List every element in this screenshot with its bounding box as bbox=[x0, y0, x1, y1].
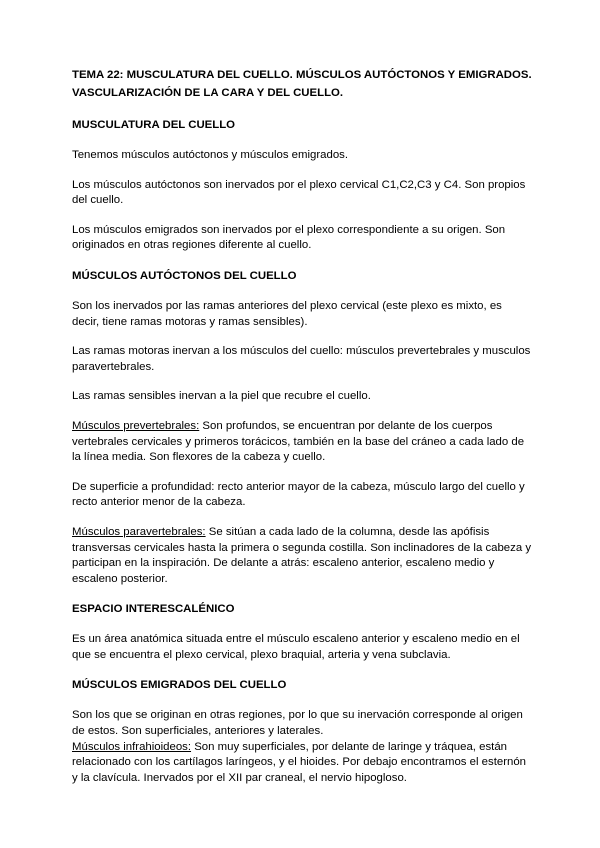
document-title: TEMA 22: MUSCULATURA DEL CUELLO. MÚSCULOS AUTÓCTONOS Y EMIGRADOS. VASCULARIZACIÓN DE LA CARA Y DEL CUELLO. bbox=[72, 69, 532, 99]
term-infrahioideos: Músculos infrahioideos: bbox=[72, 740, 192, 753]
paragraph: Los músculos autóctonos son inervados por el plexo cervical C1,C2,C3 y C4. Son propios del cuello. bbox=[72, 178, 526, 207]
paragraph-paravertebrales bbox=[72, 525, 532, 587]
paragraph: Son los inervados por las ramas anteriores del plexo cervical (este plexo es mixto, es decir, tiene ramas motoras y ramas sensibles). bbox=[72, 299, 502, 328]
paragraph-prevertebrales bbox=[72, 419, 532, 466]
paragraph: Las ramas motoras inervan a los músculos del cuello: músculos prevertebrales y musculos paravertebrales. bbox=[72, 345, 531, 373]
paragraph: Es un área anatómica situada entre el músculo escaleno anterior y escaleno medio en el que se encuentra el plexo cervical, plexo braquial, arteria y vena subclavia. bbox=[72, 633, 520, 661]
definition-text: Se sitúan a cada lado de la columna, desde las apófisis transversas cervicales hasta la primera o segunda costilla. Son inclinadores de la cabeza y participan en la inspiración. De delante a atrás: escaleno anterior, escaleno medio y escaleno posterior. bbox=[72, 525, 532, 585]
paragraph: Las ramas sensibles inervan a la piel que recubre el cuello. bbox=[72, 390, 371, 403]
paragraph: Son los que se originan en otras regiones, por lo que su inervación corresponde al origen de estos. Son superficiales, anteriores y laterales. bbox=[72, 709, 523, 738]
heading-musculatura-del-cuello: MUSCULATURA DEL CUELLO bbox=[72, 119, 236, 131]
definition-text: Son profundos, se encuentran por delante de los cuerpos vertebrales cervicales y primeros torácicos, también en la base del cráneo a cada lado de la línea media. Son flexores de la cabeza y cuello. bbox=[72, 419, 525, 464]
heading-musculos-autoctonos: MÚSCULOS AUTÓCTONOS DEL CUELLO bbox=[72, 269, 297, 282]
heading-musculos-emigrados: MÚSCULOS EMIGRADOS DEL CUELLO bbox=[72, 679, 287, 692]
heading-espacio-interescalenico: ESPACIO INTERESCALÉNICO bbox=[72, 603, 235, 616]
paragraph: Los músculos emigrados son inervados por el plexo correspondiente a su origen. Son originados en otras regiones diferente al cuello. bbox=[72, 223, 506, 252]
paragraph: Tenemos músculos autóctonos y músculos emigrados. bbox=[72, 149, 349, 161]
paragraph-infrahioideos bbox=[72, 740, 532, 787]
definition-text: Son muy superficiales, por delante de laringe y tráquea, están relacionado con los cartílagos laríngeos, y el hioides. Por debajo encontramos el esternón y la clavícula. Inervados por el XII par craneal, el nervio hipogloso. bbox=[72, 740, 526, 784]
term-prevertebrales: Músculos prevertebrales: bbox=[72, 419, 200, 432]
document-page bbox=[72, 66, 532, 800]
paragraph: De superficie a profundidad: recto anterior mayor de la cabeza, músculo largo del cuello y recto anterior menor de la cabeza. bbox=[72, 480, 525, 509]
term-paravertebrales: Músculos paravertebrales: bbox=[72, 525, 206, 538]
